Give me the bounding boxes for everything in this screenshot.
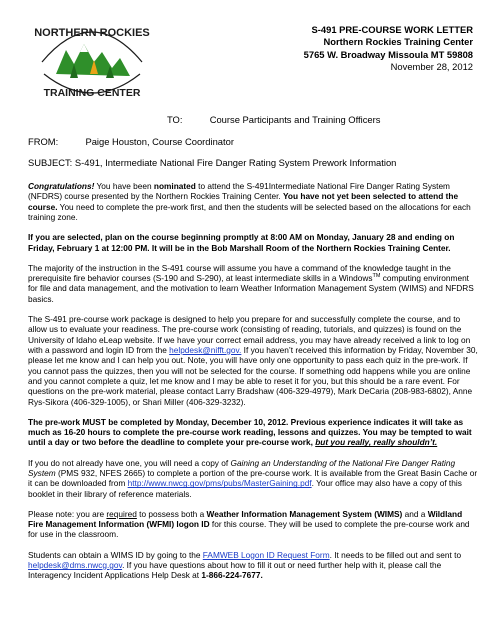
subject-label: SUBJECT: bbox=[28, 157, 73, 168]
from-label: FROM: bbox=[28, 136, 59, 147]
logo-top-text: NORTHERN ROCKIES bbox=[34, 27, 150, 39]
master-gaining-pdf-link[interactable]: http://www.nwcg.gov/pms/pubs/MasterGaining.pdf bbox=[127, 478, 312, 489]
paragraph-logon-ids: Please note: you are required to possess both a Weather Information Management System (WIMS) and a Wildland Fire Management Information (WFMI) logon ID for this course. They will be used to complete the pre-course work and for use in the classroom. bbox=[28, 508, 470, 540]
paragraph-prework-package: The S-491 pre-course work package is designed to help you prepare for and successfully complete the course, and to allow us to evaluate your readiness. The pre-course work (consisting of reading, tutorials, and quizzes) is found on the University of Idaho eLeap website. If we have your correct email address, you may have already received a link to log on with a password and login ID from the helpdesk@nifft.gov. If you haven’t received this information by Friday, November 30, please let me know and I can help you out. Note, you will have only one opportunity to pass each quiz in the pre-work. If you cannot pass the quizzes, then you will not be selected for the course. If something odd happens while you are online and you cannot complete a quiz, let me know and I may be able to reset it for you, but this should be a rare event. For questions on the pre-work material, please contact Larry Bradshaw (406-329-4979), Mark DeCaria (208-983-6802), Anne Rys-Sikora (406-329-1005), or Shari Miller (406-329-3232). bbox=[28, 313, 478, 407]
paragraph-wims-id: Students can obtain a WIMS ID by going to the FAMWEB Logon ID Request Form. It needs to be filled out and sent to helpdesk@dms.nwcg.gov. If you have questions about how to fill it out or need further help with it, please call the Interagency Incident Applications Help Desk at 1-866-224-7677. bbox=[28, 549, 462, 581]
paragraph-congratulations: Congratulations! You have been nominated to attend the S-491Intermediate National Fire Danger Rating System (NFDRS) course presented by the Northern Rockies Training Center. You have not yet been selected to attend the course. You need to complete the pre-work first, and then the students will be selected based on the allocations for each training zone. bbox=[28, 181, 471, 223]
paragraph-course-dates: If you are selected, plan on the course beginning promptly at 8:00 AM on Monday, January 28 and ending on Friday, February 1 at 12:00 PM. It will be in the Bob Marshall Room of the Northern Rockies Training Center. bbox=[28, 232, 455, 253]
training-center-logo bbox=[28, 16, 156, 104]
from-value: Paige Houston, Course Coordinator bbox=[85, 136, 234, 147]
to-label: TO: bbox=[167, 114, 183, 125]
letter-title: S-491 PRE-COURSE WORK LETTER bbox=[311, 24, 473, 35]
paragraph-deadline: The pre-work MUST be completed by Monday, December 10, 2012. Previous experience indicates it will take as much as 16-20 hours to complete the pre-course work reading, lessons and quizzes. You may be tempted to wait until a day or two before the deadline to complete your pre-course work, but you really, really shouldn’t. bbox=[28, 416, 472, 448]
org-name: Northern Rockies Training Center bbox=[323, 36, 473, 48]
memo-subject bbox=[28, 157, 396, 169]
letter-header bbox=[213, 24, 473, 73]
memo-from bbox=[28, 136, 234, 148]
letter-body bbox=[28, 181, 478, 590]
org-address: 5765 W. Broadway Missoula MT 59808 bbox=[303, 48, 473, 60]
to-value: Course Participants and Training Officers bbox=[209, 114, 381, 125]
logo-bottom-text: TRAINING CENTER bbox=[43, 87, 141, 99]
letter-date: November 28, 2012 bbox=[390, 60, 473, 72]
famweb-request-form-link[interactable]: FAMWEB Logon ID Request Form bbox=[202, 549, 330, 560]
dms-helpdesk-email-link[interactable]: helpdesk@dms.nwcg.gov bbox=[28, 559, 123, 570]
paragraph-prerequisites: The majority of the instruction in the S-491 course will assume you have a command of the knowledge taught in the prerequisite fire behavior courses (S-190 and S-290), at least intermediate skills in a Windows™ computing environment for file and data management, and the motivation to learn Weather Information Management System (WIMS) and NFDRS basics. bbox=[28, 262, 474, 304]
subject-value: S-491, Intermediate National Fire Danger Rating System Prework Information bbox=[74, 157, 397, 168]
helpdesk-email-link[interactable]: helpdesk@nifft.gov. bbox=[169, 344, 242, 355]
memo-to bbox=[167, 114, 380, 126]
paragraph-nfdrs-booklet: If you do not already have one, you will need a copy of Gaining an Understanding of the National Fire Danger Rating System (PMS 932, NFES 2665) to complete a portion of the pre-course work. It is available from the Great Basin Cache or it can be downloaded from http://www.nwcg.gov/pms/pubs/MasterGaining.pdf. Your office may also have a copy of this booklet in their library of reference materials. bbox=[28, 457, 478, 499]
